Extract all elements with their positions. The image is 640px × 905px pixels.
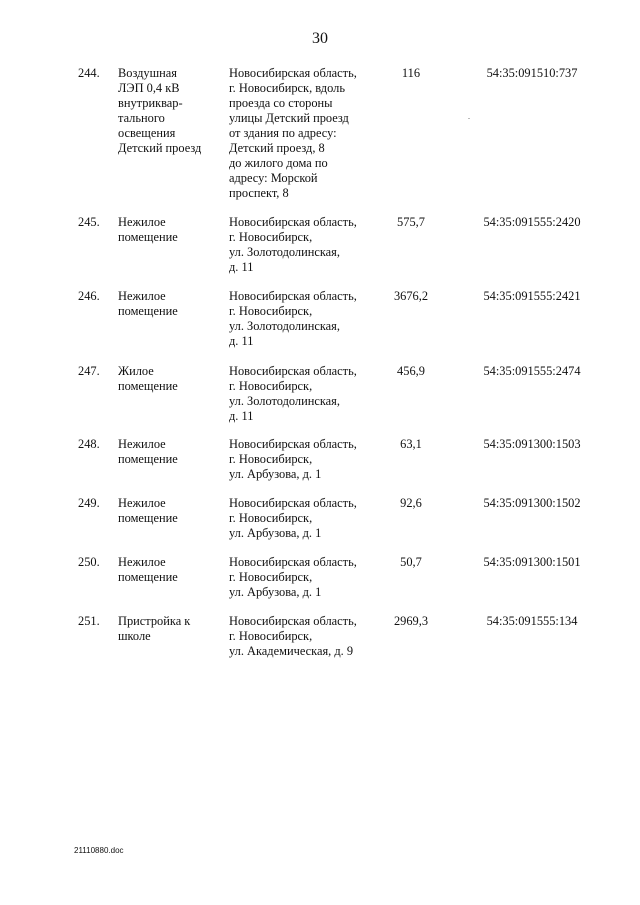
object-address-line: ул. Арбузова, д. 1 <box>229 585 322 599</box>
object-address-line: ул. Арбузова, д. 1 <box>229 467 322 481</box>
object-name-line: Нежилое <box>118 437 166 451</box>
object-name-line: тального <box>118 111 165 125</box>
row-number: 244. <box>78 66 100 80</box>
object-address-line: г. Новосибирск, <box>229 452 313 466</box>
cadastral-number: 54:35:091555:2420 <box>483 215 581 229</box>
object-name-line: Жилое <box>118 364 154 378</box>
object-address-line: ул. Золотодолинская, <box>229 319 340 333</box>
object-address-line: до жилого дома по <box>229 156 328 170</box>
object-name-line: Нежилое <box>118 215 166 229</box>
object-address-line: ул. Золотодолинская, <box>229 394 340 408</box>
object-address <box>229 555 374 600</box>
object-name-line: освещения <box>118 126 176 140</box>
object-name-line: помещение <box>118 511 178 525</box>
object-address-line: Новосибирская область, <box>229 555 357 569</box>
object-area: 2969,3 <box>393 614 429 628</box>
object-name-line: Детский проезд <box>118 141 202 155</box>
object-address-line: Новосибирская область, <box>229 496 357 510</box>
file-name-footer: 21110880.doc <box>74 846 124 855</box>
object-name-line: помещение <box>118 304 178 318</box>
object-name-line: Нежилое <box>118 555 166 569</box>
object-name-line: помещение <box>118 379 178 393</box>
object-address-line: Новосибирская область, <box>229 364 357 378</box>
object-address-line: Детский проезд, 8 <box>229 141 325 155</box>
object-address-line: Новосибирская область, <box>229 289 357 303</box>
object-area: 575,7 <box>397 215 425 229</box>
object-address-line: г. Новосибирск, <box>229 230 313 244</box>
object-address-line: г. Новосибирск, <box>229 379 313 393</box>
object-address-line: г. Новосибирск, <box>229 629 313 643</box>
row-number: 247. <box>78 364 100 378</box>
object-name-line: помещение <box>118 452 178 466</box>
object-address-line: ул. Академическая, д. 9 <box>229 644 354 658</box>
object-address-line: г. Новосибирск, <box>229 570 313 584</box>
object-address-line: г. Новосибирск, <box>229 304 313 318</box>
object-name-line: Воздушная <box>118 66 178 80</box>
page-number: 30 <box>312 30 328 47</box>
object-address-line: адресу: Морской <box>229 171 318 185</box>
object-address-line: ул. Золотодолинская, <box>229 245 340 259</box>
object-address-line: д. 11 <box>229 260 254 274</box>
object-area: 456,9 <box>397 364 425 378</box>
object-address-line: проезда со стороны <box>229 96 333 110</box>
object-address-line: г. Новосибирск, вдоль <box>229 81 345 95</box>
object-name <box>118 364 226 394</box>
cadastral-number: 54:35:091300:1502 <box>483 496 581 510</box>
object-name-line: Нежилое <box>118 289 166 303</box>
object-address <box>229 364 374 424</box>
object-address-line: Новосибирская область, <box>229 437 357 451</box>
object-name-line: школе <box>118 629 151 643</box>
object-name <box>118 215 226 245</box>
object-address-line: улицы Детский проезд <box>229 111 349 125</box>
object-name <box>118 289 226 319</box>
object-name-line: Пристройка к <box>118 614 191 628</box>
object-address <box>229 614 374 659</box>
object-address-line: д. 11 <box>229 334 254 348</box>
object-address <box>229 215 374 275</box>
cadastral-number: 54:35:091300:1501 <box>483 555 581 569</box>
cadastral-number: 54:35:091555:134 <box>486 614 578 628</box>
object-name-line: Нежилое <box>118 496 166 510</box>
object-area: 92,6 <box>400 496 422 510</box>
object-name-line: ЛЭП 0,4 кВ <box>118 81 180 95</box>
object-address-line: г. Новосибирск, <box>229 511 313 525</box>
object-name <box>118 437 226 467</box>
object-address <box>229 496 374 541</box>
row-number: 248. <box>78 437 100 451</box>
cadastral-number: 54:35:091555:2421 <box>483 289 581 303</box>
cadastral-number: 54:35:091510:737 <box>486 66 578 80</box>
object-address <box>229 289 374 349</box>
object-address <box>229 437 374 482</box>
row-number: 246. <box>78 289 100 303</box>
object-address-line: проспект, 8 <box>229 186 289 200</box>
object-area: 116 <box>401 66 421 80</box>
object-address-line: от здания по адресу: <box>229 126 337 140</box>
object-name-line: помещение <box>118 230 178 244</box>
object-name-line: внутриквар- <box>118 96 183 110</box>
object-area: 3676,2 <box>393 289 429 303</box>
object-address <box>229 66 374 201</box>
cadastral-number: 54:35:091555:2474 <box>483 364 581 378</box>
object-name <box>118 614 226 644</box>
row-number: 245. <box>78 215 100 229</box>
object-address-line: Новосибирская область, <box>229 614 357 628</box>
row-number: 249. <box>78 496 100 510</box>
object-area: 63,1 <box>400 437 422 451</box>
object-name <box>118 555 226 585</box>
object-address-line: Новосибирская область, <box>229 66 357 80</box>
object-name-line: помещение <box>118 570 178 584</box>
object-name <box>118 496 226 526</box>
object-name <box>118 66 226 156</box>
scan-speck <box>468 118 470 119</box>
cadastral-number: 54:35:091300:1503 <box>483 437 581 451</box>
object-address-line: Новосибирская область, <box>229 215 357 229</box>
object-area: 50,7 <box>400 555 422 569</box>
row-number: 250. <box>78 555 100 569</box>
object-address-line: д. 11 <box>229 409 254 423</box>
object-address-line: ул. Арбузова, д. 1 <box>229 526 322 540</box>
row-number: 251. <box>78 614 100 628</box>
